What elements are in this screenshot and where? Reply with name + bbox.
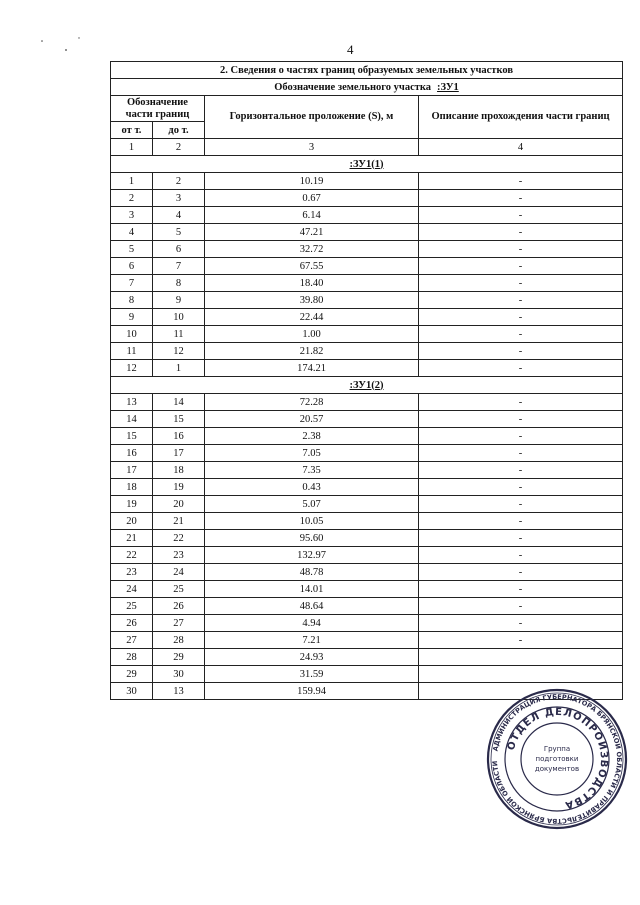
cell-distance: 0.67 xyxy=(205,190,419,207)
cell-to-point: 16 xyxy=(153,428,205,445)
column-number: 1 xyxy=(111,139,153,156)
header-parts: Обозначение части границ xyxy=(111,96,205,122)
cell-from-point: 2 xyxy=(111,190,153,207)
cell-from-point: 7 xyxy=(111,275,153,292)
cell-description: - xyxy=(419,360,623,377)
cell-description: - xyxy=(419,343,623,360)
table-body xyxy=(111,62,623,700)
cell-to-point: 27 xyxy=(153,615,205,632)
table-row xyxy=(111,258,623,275)
cell-to-point: 8 xyxy=(153,275,205,292)
table-row xyxy=(111,530,623,547)
cell-from-point: 4 xyxy=(111,224,153,241)
cell-to-point: 10 xyxy=(153,309,205,326)
plot-designation-row xyxy=(111,79,623,96)
cell-distance: 32.72 xyxy=(205,241,419,258)
table-row xyxy=(111,445,623,462)
column-numbers-row xyxy=(111,139,623,156)
cell-to-point: 18 xyxy=(153,462,205,479)
cell-to-point: 7 xyxy=(153,258,205,275)
cell-description: - xyxy=(419,564,623,581)
cell-to-point: 20 xyxy=(153,496,205,513)
cell-to-point: 12 xyxy=(153,343,205,360)
table-row xyxy=(111,224,623,241)
table-row xyxy=(111,411,623,428)
header-to: до т. xyxy=(153,122,205,139)
cell-description: - xyxy=(419,292,623,309)
cell-to-point: 9 xyxy=(153,292,205,309)
cell-distance: 6.14 xyxy=(205,207,419,224)
cell-distance: 72.28 xyxy=(205,394,419,411)
stamp-center-line: подготовки xyxy=(535,755,579,763)
cell-distance: 4.94 xyxy=(205,615,419,632)
cell-distance: 10.19 xyxy=(205,173,419,190)
speck xyxy=(41,40,43,42)
cell-from-point: 8 xyxy=(111,292,153,309)
table-row xyxy=(111,309,623,326)
table-row xyxy=(111,615,623,632)
section-title-row xyxy=(111,62,623,79)
stamp-center-line: Группа xyxy=(543,745,571,753)
cell-from-point: 22 xyxy=(111,547,153,564)
cell-from-point: 17 xyxy=(111,462,153,479)
cell-to-point: 22 xyxy=(153,530,205,547)
cell-from-point: 14 xyxy=(111,411,153,428)
cell-from-point: 23 xyxy=(111,564,153,581)
cell-to-point: 11 xyxy=(153,326,205,343)
cell-from-point: 10 xyxy=(111,326,153,343)
plot-code: :ЗУ1 xyxy=(437,81,459,93)
table-row xyxy=(111,479,623,496)
cell-description xyxy=(419,666,623,683)
cell-distance: 21.82 xyxy=(205,343,419,360)
table-row xyxy=(111,360,623,377)
header-distance: Горизонтальное проложение (S), м xyxy=(205,96,419,139)
cell-from-point: 1 xyxy=(111,173,153,190)
cell-from-point: 13 xyxy=(111,394,153,411)
cell-distance: 14.01 xyxy=(205,581,419,598)
header-from: от т. xyxy=(111,122,153,139)
cell-from-point: 3 xyxy=(111,207,153,224)
group-title xyxy=(111,156,623,173)
cell-to-point: 28 xyxy=(153,632,205,649)
cell-to-point: 26 xyxy=(153,598,205,615)
cell-description: - xyxy=(419,190,623,207)
table-row xyxy=(111,173,623,190)
table-row xyxy=(111,666,623,683)
table-row xyxy=(111,326,623,343)
cell-to-point: 15 xyxy=(153,411,205,428)
table-row xyxy=(111,462,623,479)
cell-distance: 2.38 xyxy=(205,428,419,445)
cell-description: - xyxy=(419,632,623,649)
cell-distance: 67.55 xyxy=(205,258,419,275)
group-header-row xyxy=(111,156,623,173)
group-title-text: :ЗУ1(2) xyxy=(349,379,384,391)
cell-description: - xyxy=(419,309,623,326)
cell-from-point: 25 xyxy=(111,598,153,615)
cell-distance: 174.21 xyxy=(205,360,419,377)
cell-to-point: 21 xyxy=(153,513,205,530)
cell-distance: 39.80 xyxy=(205,292,419,309)
cell-to-point: 24 xyxy=(153,564,205,581)
section-title: 2. Сведения о частях границ образуемых земельных участков xyxy=(111,62,623,79)
cell-description: - xyxy=(419,258,623,275)
table-row xyxy=(111,496,623,513)
cell-description: - xyxy=(419,428,623,445)
cell-description: - xyxy=(419,207,623,224)
cell-distance: 0.43 xyxy=(205,479,419,496)
cell-to-point: 29 xyxy=(153,649,205,666)
table-row xyxy=(111,343,623,360)
cell-description: - xyxy=(419,173,623,190)
cell-to-point: 1 xyxy=(153,360,205,377)
cell-description: - xyxy=(419,224,623,241)
cell-from-point: 15 xyxy=(111,428,153,445)
table-row xyxy=(111,241,623,258)
speck xyxy=(65,49,67,51)
table-row xyxy=(111,632,623,649)
cell-description: - xyxy=(419,615,623,632)
cell-from-point: 11 xyxy=(111,343,153,360)
cell-description: - xyxy=(419,581,623,598)
cell-distance: 1.00 xyxy=(205,326,419,343)
cell-description xyxy=(419,649,623,666)
cell-from-point: 30 xyxy=(111,683,153,700)
speck xyxy=(78,37,79,38)
cell-to-point: 6 xyxy=(153,241,205,258)
cell-from-point: 21 xyxy=(111,530,153,547)
group-title xyxy=(111,377,623,394)
cell-distance: 7.35 xyxy=(205,462,419,479)
table-row xyxy=(111,598,623,615)
cell-to-point: 13 xyxy=(153,683,205,700)
cell-to-point: 23 xyxy=(153,547,205,564)
cell-description: - xyxy=(419,445,623,462)
cell-distance: 7.05 xyxy=(205,445,419,462)
cell-distance: 31.59 xyxy=(205,666,419,683)
plot-label: Обозначение земельного участка xyxy=(274,81,432,93)
cell-to-point: 14 xyxy=(153,394,205,411)
cell-from-point: 19 xyxy=(111,496,153,513)
table-row xyxy=(111,564,623,581)
table-row xyxy=(111,292,623,309)
cell-from-point: 18 xyxy=(111,479,153,496)
office-stamp xyxy=(486,688,628,830)
cell-distance: 48.78 xyxy=(205,564,419,581)
cell-description: - xyxy=(419,275,623,292)
cell-to-point: 2 xyxy=(153,173,205,190)
cell-from-point: 26 xyxy=(111,615,153,632)
cell-distance: 95.60 xyxy=(205,530,419,547)
table-row xyxy=(111,581,623,598)
cell-to-point: 19 xyxy=(153,479,205,496)
cell-distance: 48.64 xyxy=(205,598,419,615)
cell-distance: 5.07 xyxy=(205,496,419,513)
cell-from-point: 28 xyxy=(111,649,153,666)
cell-from-point: 9 xyxy=(111,309,153,326)
header-row xyxy=(111,96,623,122)
cell-distance: 7.21 xyxy=(205,632,419,649)
column-number: 4 xyxy=(419,139,623,156)
cell-from-point: 5 xyxy=(111,241,153,258)
plot-designation xyxy=(111,79,623,96)
stamp-outer-text: АДМИНИСТРАЦИЯ ГУБЕРНАТОРА БРЯНСКОЙ ОБЛАСТИ И ПРАВИТЕЛЬСТВА БРЯНСКОЙ ОБЛАСТИ xyxy=(490,692,624,826)
cell-distance: 159.94 xyxy=(205,683,419,700)
table-row xyxy=(111,190,623,207)
table-row xyxy=(111,649,623,666)
cell-description: - xyxy=(419,547,623,564)
cell-description: - xyxy=(419,530,623,547)
cell-distance: 18.40 xyxy=(205,275,419,292)
cell-to-point: 25 xyxy=(153,581,205,598)
cell-from-point: 29 xyxy=(111,666,153,683)
table-row xyxy=(111,275,623,292)
group-header-row xyxy=(111,377,623,394)
table-row xyxy=(111,547,623,564)
table-row xyxy=(111,428,623,445)
header-description: Описание прохождения части границ xyxy=(419,96,623,139)
cell-to-point: 4 xyxy=(153,207,205,224)
cell-distance: 24.93 xyxy=(205,649,419,666)
cell-to-point: 17 xyxy=(153,445,205,462)
cell-description: - xyxy=(419,598,623,615)
table-row xyxy=(111,207,623,224)
cell-distance: 47.21 xyxy=(205,224,419,241)
stamp-inner-text: ОТДЕЛ ДЕЛОПРОИЗВОДСТВА xyxy=(505,706,610,811)
cell-from-point: 16 xyxy=(111,445,153,462)
stamp-center-line: документов xyxy=(534,765,580,773)
cell-description: - xyxy=(419,496,623,513)
cell-to-point: 3 xyxy=(153,190,205,207)
cell-to-point: 5 xyxy=(153,224,205,241)
cell-to-point: 30 xyxy=(153,666,205,683)
column-number: 2 xyxy=(153,139,205,156)
cell-from-point: 24 xyxy=(111,581,153,598)
cell-description: - xyxy=(419,513,623,530)
cell-description: - xyxy=(419,462,623,479)
boundary-parts-table xyxy=(110,61,623,700)
group-title-text: :ЗУ1(1) xyxy=(349,158,384,170)
cell-from-point: 12 xyxy=(111,360,153,377)
cell-description: - xyxy=(419,411,623,428)
cell-distance: 10.05 xyxy=(205,513,419,530)
cell-description: - xyxy=(419,394,623,411)
stamp-graphic xyxy=(488,690,626,828)
table-row xyxy=(111,394,623,411)
cell-distance: 20.57 xyxy=(205,411,419,428)
cell-description: - xyxy=(419,479,623,496)
cell-description: - xyxy=(419,326,623,343)
cell-from-point: 27 xyxy=(111,632,153,649)
cell-distance: 22.44 xyxy=(205,309,419,326)
cell-distance: 132.97 xyxy=(205,547,419,564)
scan-specks xyxy=(0,0,120,60)
column-number: 3 xyxy=(205,139,419,156)
cell-description: - xyxy=(419,241,623,258)
cell-from-point: 6 xyxy=(111,258,153,275)
cell-from-point: 20 xyxy=(111,513,153,530)
table-row xyxy=(111,513,623,530)
